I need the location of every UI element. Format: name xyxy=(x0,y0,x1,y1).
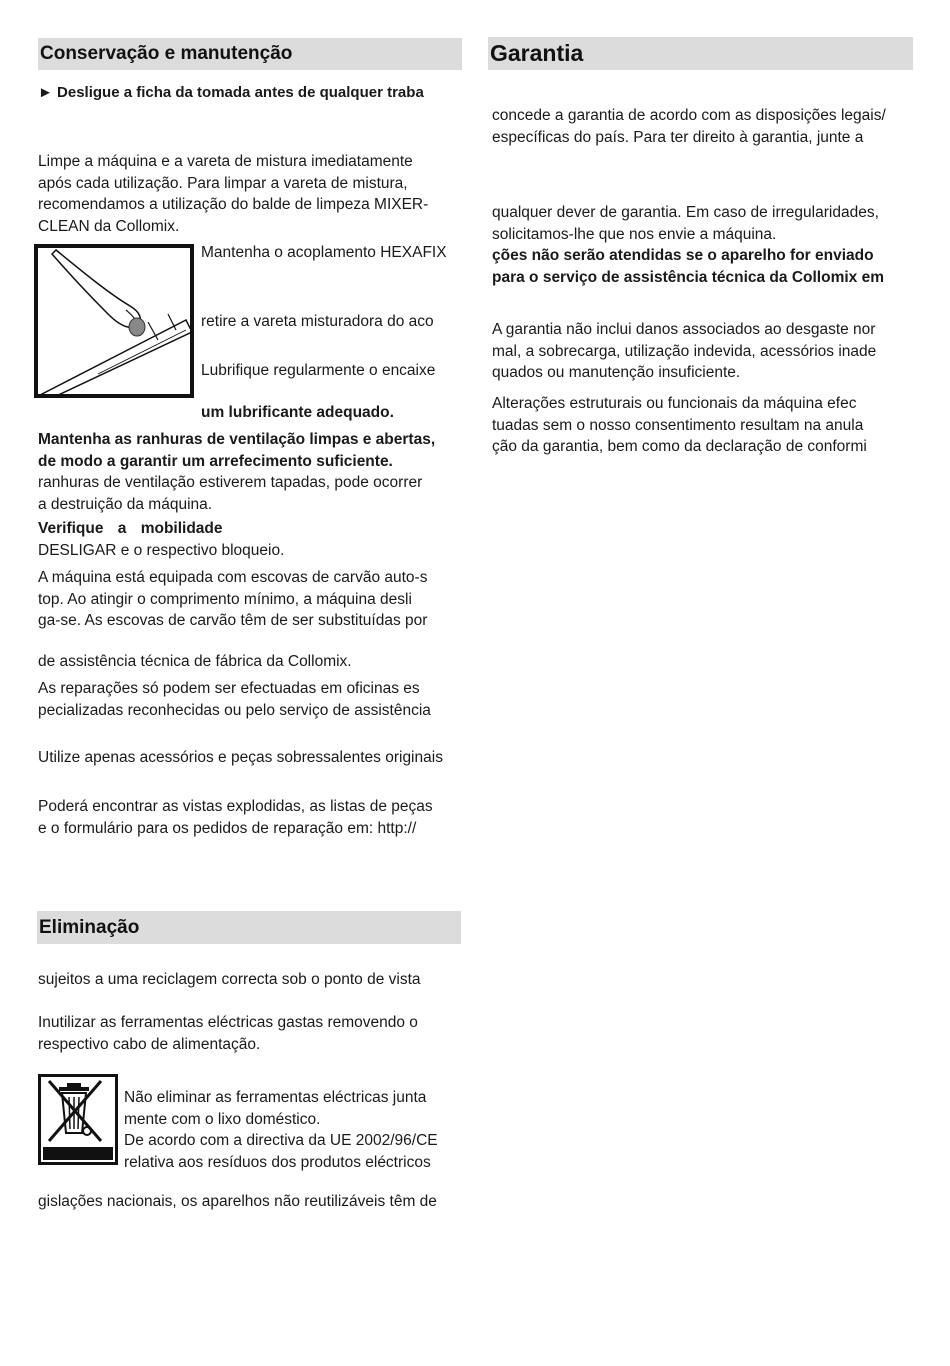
disposal-paragraph-3: Não eliminar as ferramentas eléctricas junta mente com o lixo doméstico. De acordo com a directiva da UE 2002/96/CE relativa aos resíduos dos produtos eléctricos xyxy=(124,1089,438,1171)
ventilation-paragraph: Mantenha as ranhuras de ventilação limpas e abertas, de modo a garantir um arrefecimento suficiente. ranhuras de ventilação estiverem tapadas, pode ocorrer a destruição da máquina. xyxy=(38,431,436,513)
weee-symbol xyxy=(38,1074,118,1165)
lubricant-tube-icon xyxy=(38,248,190,394)
warranty-paragraph-2: qualquer dever de garantia. Em caso de irregularidades, solicitamos-lhe que nos envie a máquina. ções não serão atendidas se o aparelho for enviado para o serviço de assistência técnica da Collomix em xyxy=(492,204,884,286)
warranty-title: Garantia xyxy=(490,40,584,66)
crossed-bin-icon xyxy=(41,1077,115,1162)
repairs-paragraph: As reparações só podem ser efectuadas em oficinas es pecializadas reconhecidas ou pelo serviço de assistência xyxy=(38,680,431,719)
maintenance-heading xyxy=(38,38,462,70)
warranty-paragraph-4: Alterações estruturais ou funcionais da máquina efec tuadas sem o nosso consentimento resultam na anula ção da garantia, bem como da declaração de conformi xyxy=(492,395,867,455)
warranty-paragraph-1: concede a garantia de acordo com as disposições legais/ específicas do país. Para ter direito à garantia, junte a xyxy=(492,107,886,146)
hexafix-line-1: Mantenha o acoplamento HEXAFIX xyxy=(201,244,447,261)
mobility-paragraph: Verifique a mobilidade DESLIGAR e o respectivo bloqueio. xyxy=(38,520,285,559)
service-line: de assistência técnica de fábrica da Collomix. xyxy=(38,653,352,670)
warranty-paragraph-3: A garantia não inclui danos associados ao desgaste nor mal, a sobrecarga, utilização indevida, acessórios inade quados ou manutenção insuficiente. xyxy=(492,321,877,381)
hexafix-line-3: Lubrifique regularmente o encaixe xyxy=(201,362,436,379)
cleaning-paragraph: Limpe a máquina e a vareta de mistura imediatamente após cada utilização. Para limpar a vareta de mistura, recomendamos a utilização do balde de limpeza MIXER- CLEAN da Collomix. xyxy=(38,153,429,235)
accessories-line: Utilize apenas acessórios e peças sobressalentes originais xyxy=(38,749,443,766)
unplug-warning: ► Desligue a ficha da tomada antes de qualquer traba xyxy=(38,84,424,101)
disposal-heading xyxy=(37,911,461,944)
disposal-paragraph-2: Inutilizar as ferramentas eléctricas gastas removendo o respectivo cabo de alimentação. xyxy=(38,1014,418,1053)
disposal-title: Eliminação xyxy=(39,916,140,938)
brushes-paragraph: A máquina está equipada com escovas de carvão auto-s top. Ao atingir o comprimento mínimo, a máquina desli ga-se. As escovas de carvão têm de ser substituídas por xyxy=(38,569,428,629)
disposal-line-1: sujeitos a uma reciclagem correcta sob o ponto de vista xyxy=(38,971,421,988)
lubrication-illustration xyxy=(34,244,194,398)
hexafix-line-4: um lubrificante adequado. xyxy=(201,404,394,421)
maintenance-title: Conservação e manutenção xyxy=(40,43,293,64)
exploded-views-paragraph: Poderá encontrar as vistas explodidas, as listas de peças e o formulário para os pedidos de reparação em: http:// xyxy=(38,798,433,837)
warranty-heading xyxy=(488,37,913,70)
hexafix-line-2: retire a vareta misturadora do aco xyxy=(201,313,434,330)
disposal-line-4: gislações nacionais, os aparelhos não reutilizáveis têm de xyxy=(38,1193,437,1210)
